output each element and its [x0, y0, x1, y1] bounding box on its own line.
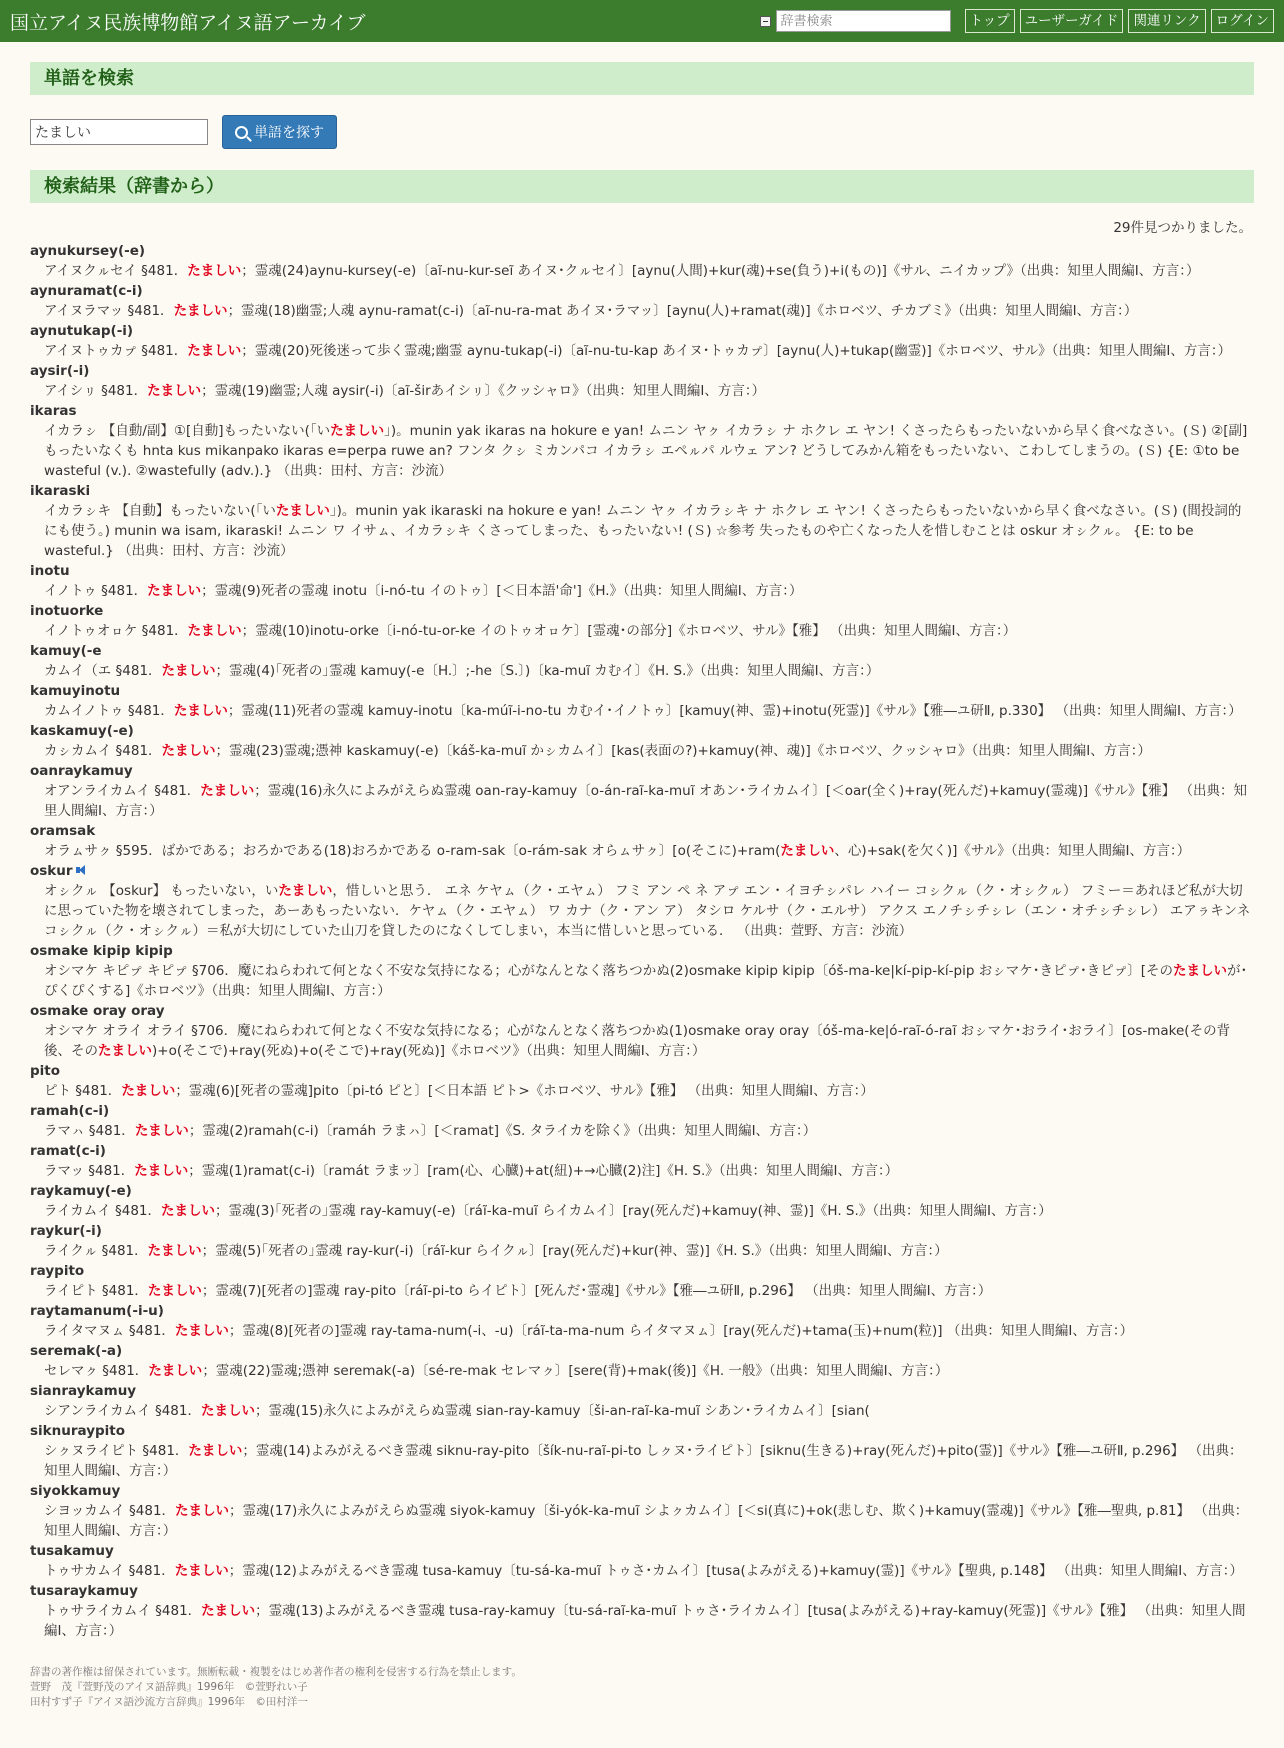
entry-definition: [30, 381, 1254, 401]
result-entry: [30, 401, 1254, 481]
result-entry: [30, 1221, 1254, 1261]
magnifier-icon: [235, 126, 248, 139]
entry-definition: [30, 881, 1254, 941]
definition-text: ；霊魂(22)霊魂;憑神 seremak(-a)〔sé-re-mak セレマㇰ〕[sere(背)+mak(後)]《H. 一般》（出典：知里人間編I、方言：）: [202, 1363, 949, 1379]
entry-headword-text: oskur: [30, 863, 73, 879]
definition-text: ライクㇽ §481．: [44, 1243, 148, 1259]
main-content: [0, 62, 1284, 1710]
entry-headword-text: siknuraypito: [30, 1423, 126, 1439]
results-section-heading: 検索結果（辞書から）: [30, 170, 1254, 203]
definition-text: ；霊魂(11)死者の霊魂 kamuy-inotu〔ka-múĩ-i-no-tu カむイ･イノトゥ〕[kamuy(神、霊)+inotu(死霊)]《サル》【雅―ユ研Ⅱ, p.330】 （出典：知里人間編I、方言：）: [227, 703, 1242, 719]
definition-text: カㇱカムイ §481．: [44, 743, 162, 759]
entry-headword: [30, 1541, 1254, 1561]
search-term-highlight: たましい: [161, 1203, 215, 1219]
entry-headword-text: tusaraykamuy: [30, 1583, 138, 1599]
definition-text: ；霊魂(4)｢死者の｣霊魂 kamuy(-e〔H.〕;-he〔S.〕)〔ka-muĩ カむイ〕《H. S.》（出典：知里人間編I、方言：）: [215, 663, 880, 679]
definition-text: イカラㇱキ 【自動】もったいない(｢い: [44, 503, 276, 519]
result-entry: [30, 1181, 1254, 1221]
search-term-highlight: たましい: [174, 1563, 229, 1579]
entry-headword: [30, 601, 1254, 621]
nav-user-guide-button[interactable]: ユーザーガイド: [1020, 9, 1124, 33]
entry-headword: [30, 641, 1254, 661]
definition-text: ；霊魂(12)よみがえるべき霊魂 tusa-kamuy〔tu-sá-ka-muĩ トゥさ･カムイ〕[tusa(よみがえる)+kamuy(霊)]《サル》【聖典, p.148】 （出典：知里人間編I、方言：）: [228, 1563, 1243, 1579]
definition-text: ラマッ §481．: [44, 1163, 135, 1179]
entry-headword: [30, 1381, 1254, 1401]
definition-text: ；霊魂(23)霊魂;憑神 kaskamuy(-e)〔káš-ka-muĩ かㇱカムイ〕[kas(表面の?)+kamuy(神、魂)]《ホロベツ、クッシャロ》（出典：知里人間編I、方言：）: [215, 743, 1151, 759]
entry-headword: [30, 861, 1254, 881]
result-entry: [30, 641, 1254, 681]
definition-text: トゥサライカムイ §481．: [44, 1603, 202, 1619]
definition-text: シヨッカムイ §481．: [44, 1503, 176, 1519]
definition-text: ；霊魂(8)[死者の]霊魂 ray-tama-num(-i、-u)〔ráĩ-ta-ma-num らイタマヌㇺ〕[ray(死んだ)+tama(玉)+num(粒)] （出典：知里人間編I、方言：）: [228, 1323, 1134, 1339]
entry-headword: [30, 941, 1254, 961]
definition-text: トゥサカムイ §481．: [44, 1563, 175, 1579]
entry-headword-text: kamuy(-e: [30, 643, 102, 659]
nav-top-button[interactable]: トップ: [965, 9, 1015, 33]
search-term-highlight: たましい: [98, 1043, 152, 1059]
entry-headword: [30, 321, 1254, 341]
entry-headword-text: kamuyinotu: [30, 683, 121, 699]
result-entry: [30, 761, 1254, 821]
entry-headword: [30, 1341, 1254, 1361]
top-bar: [0, 0, 1284, 42]
entry-headword-text: ramat(c-i): [30, 1143, 106, 1159]
definition-text: ；霊魂(1)ramat(c-i)〔ramát ラまッ〕[ram(心、心臓)+at(紐)+→心臓(2)注]《H. S.》（出典：知里人間編I、方言：）: [188, 1163, 899, 1179]
definition-text: オラㇺサㇰ §595．ばかである；おろかである(18)おろかである o-ram-sak〔o-rám-sak オらㇺサㇰ〕[o(そこに)+ram(: [44, 843, 781, 859]
entry-headword: [30, 721, 1254, 741]
entry-headword: [30, 281, 1254, 301]
entry-definition: [30, 1121, 1254, 1141]
entry-headword: [30, 1141, 1254, 1161]
word-search-input[interactable]: [30, 119, 208, 145]
search-term-highlight: たましい: [147, 1243, 202, 1259]
entry-headword: [30, 241, 1254, 261]
definition-text: アイシㇼ §481．: [44, 383, 148, 399]
result-count: 29件見つかりました。: [1113, 220, 1252, 236]
search-term-highlight: たましい: [200, 1403, 255, 1419]
search-term-highlight: たましい: [173, 703, 228, 719]
definition-text: オシマケ オライ オライ §706．魔にねらわれて何となく不安な気持になる；心がなんとなく落ちつかぬ(1)osmake oray oray〔óš-ma-ke|ó-raĩ-ó-raĩ おㇱマケ･おライ･おライ〕[os-make(その背後、その: [44, 1023, 1231, 1059]
entry-headword-text: aynutukap(-i): [30, 323, 134, 339]
entry-headword-text: kaskamuy(-e): [30, 723, 134, 739]
result-entry: [30, 1381, 1254, 1421]
definition-text: ；霊魂(6)[死者の霊魂]pito〔pi-tó ピと〕[＜日本語 ピト>《ホロベツ、サル》【雅】 （出典：知里人間編I、方言：）: [175, 1083, 874, 1099]
definition-text: ピト §481．: [44, 1083, 122, 1099]
search-term-highlight: たましい: [187, 623, 242, 639]
definition-text: ライカムイ §481．: [44, 1203, 161, 1219]
result-entry: [30, 1001, 1254, 1061]
definition-text: イノトゥオㇿケ §481．: [44, 623, 188, 639]
result-entry: [30, 941, 1254, 1001]
definition-text: ；霊魂(2)ramah(c-i)〔ramáh ラまㇵ〕[＜ramat]《S. タライカを除く》（出典：知里人間編I、方言：）: [188, 1123, 817, 1139]
search-term-highlight: たましい: [147, 1283, 202, 1299]
result-entry: [30, 1261, 1254, 1301]
definition-text: アイヌクㇽセイ §481．: [44, 263, 188, 279]
entry-headword-text: oramsak: [30, 823, 96, 839]
dictionary-search-input[interactable]: [776, 10, 951, 32]
result-entry: [30, 1541, 1254, 1581]
entry-headword-text: inotu: [30, 563, 70, 579]
entry-definition: [30, 1501, 1254, 1541]
entry-headword: [30, 1061, 1254, 1081]
entry-definition: [30, 1321, 1254, 1341]
result-entry: [30, 861, 1254, 941]
definition-text: ；霊魂(15)永久によみがえらぬ霊魂 sian-ray-kamuy〔ši-an-raĩ-ka-muĩ シあン･ライカムイ〕[sian(: [254, 1403, 870, 1419]
search-term-highlight: たましい: [330, 423, 385, 439]
search-section-heading: 単語を検索: [30, 62, 1254, 95]
entry-definition: [30, 421, 1254, 481]
entry-headword-text: aynukursey(-e): [30, 243, 146, 259]
result-entry: [30, 681, 1254, 721]
definition-text: ；霊魂(10)inotu-orke〔i-nó-tu-or-ke イのトゥオㇿケ〕[霊魂･の部分]《ホロベツ、サル》【雅】 （出典：知里人間編I、方言：）: [241, 623, 1017, 639]
definition-text: オシマケ キピㇷ゚ キピㇷ゚ §706．魔にねらわれて何となく不安な気持になる；心がなんとなく落ちつかぬ(2)osmake kipip kipip〔óš-ma-ke|kí-pip-kí-pip おㇱマケ･きピㇷ゚･きピㇷ゚〕[その: [44, 963, 1173, 979]
nav-login-button[interactable]: ログイン: [1211, 9, 1274, 33]
entry-headword: [30, 1101, 1254, 1121]
entry-headword: [30, 1221, 1254, 1241]
entry-headword: [30, 361, 1254, 381]
speaker-icon[interactable]: [76, 865, 89, 875]
definition-text: が･ぴくぴくする]《ホロベツ》（出典：知里人間編I、方言：）: [44, 963, 1248, 999]
definition-text: ；霊魂(24)aynu-kursey(-e)〔aĩ-nu-kur-seĩ あイヌ･クㇽセイ〕[aynu(人間)+kur(魂)+se(負う)+i(もの)]《サル、ニイカップ》（出典：知里人間編I、方言：）: [241, 263, 1200, 279]
result-entry: [30, 1421, 1254, 1481]
entry-headword: [30, 821, 1254, 841]
definition-text: ；霊魂(19)幽霊;人魂 aysir(-i)〔aĩ-širあイシㇼ〕《クッシャロ》（出典：知里人間編I、方言：）: [201, 383, 766, 399]
entry-definition: [30, 581, 1254, 601]
entry-definition: [30, 1081, 1254, 1101]
footer-copyright-notice: 辞書の著作権は留保されています。無断転載・複製をはじめ著作者の権利を侵害する行為を禁止します。: [30, 1666, 522, 1678]
search-term-highlight: たましい: [173, 303, 228, 319]
search-term-highlight: たましい: [187, 343, 242, 359]
search-term-highlight: たましい: [148, 1363, 203, 1379]
entry-definition: [30, 1161, 1254, 1181]
entry-headword-text: sianraykamuy: [30, 1383, 137, 1399]
search-term-highlight: たましい: [174, 1323, 229, 1339]
entry-headword: [30, 1301, 1254, 1321]
entry-definition: [30, 341, 1254, 361]
search-term-highlight: たましい: [161, 663, 216, 679]
definition-text: ；霊魂(13)よみがえるべき霊魂 tusa-ray-kamuy〔tu-sá-raĩ-ka-muĩ トゥさ･ライカムイ〕[tusa(よみがえる)+ray-kamuy(死霊)]《サル》【雅】 （出典：知里人間編I、方言：）: [44, 1603, 1246, 1639]
definition-text: ；霊魂(7)[死者の]霊魂 ray-pito〔ráĩ-pi-to らイピト〕[死んだ･霊魂]《サル》【雅―ユ研Ⅱ, p.296】 （出典：知里人間編I、方言：）: [201, 1283, 992, 1299]
search-term-highlight: たましい: [275, 503, 330, 519]
definition-text: イカラㇱ 【自動/副】①[自動]もったいない(｢い: [44, 423, 331, 439]
entry-headword-text: raytamanum(-i-u): [30, 1303, 164, 1319]
definition-text: ラマㇵ §481．: [44, 1123, 135, 1139]
entry-definition: [30, 1401, 1254, 1421]
definition-text: アイヌラマッ §481．: [44, 303, 174, 319]
footer-credit-kayano: 萱野 茂『萱野茂のアイヌ語辞典』1996年 ©萱野れい子: [30, 1681, 308, 1693]
entry-headword-text: ramah(c-i): [30, 1103, 110, 1119]
entry-headword-text: siyokkamuy: [30, 1483, 121, 1499]
search-term-highlight: たましい: [147, 383, 202, 399]
entry-definition: [30, 1441, 1254, 1481]
entry-headword-text: osmake oray oray: [30, 1003, 165, 1019]
result-entry: [30, 1481, 1254, 1541]
entry-definition: [30, 701, 1254, 721]
definition-text: オㇱクㇽ 【oskur】 もったいない，い: [44, 883, 279, 899]
search-term-highlight: たましい: [780, 843, 835, 859]
results-list: [30, 241, 1254, 1641]
definition-text: ライピト §481．: [44, 1283, 148, 1299]
entry-headword: [30, 1001, 1254, 1021]
entry-headword-text: osmake kipip kipip: [30, 943, 173, 959]
result-entry: [30, 1581, 1254, 1641]
definition-text: ；霊魂(16)永久によみがえらぬ霊魂 oan-ray-kamuy〔o-án-raĩ-ka-muĩ オあン･ライカムイ〕[＜oar(全く)+ray(死んだ)+kamuy(霊魂)]《サル》【雅】 （出典：知里人間編I、方言：）: [44, 783, 1247, 819]
entry-headword: [30, 1481, 1254, 1501]
result-entry: [30, 1301, 1254, 1341]
entry-headword-text: ikaraski: [30, 483, 91, 499]
search-term-highlight: たましい: [175, 1503, 230, 1519]
site-title[interactable]: 国立アイヌ民族博物館アイヌ語アーカイブ: [10, 11, 366, 34]
entry-headword-text: ikaras: [30, 403, 77, 419]
result-entry: [30, 241, 1254, 281]
definition-text: ライタマヌㇺ §481．: [44, 1323, 175, 1339]
find-word-button[interactable]: [222, 115, 337, 149]
result-entry: [30, 281, 1254, 321]
footer: [30, 1665, 1254, 1710]
result-entry: [30, 321, 1254, 361]
definition-text: ；霊魂(3)｢死者の｣霊魂 ray-kamuy(-e)〔ráĩ-ka-muĩ らイカムイ〕[ray(死んだ)+kamuy(神、霊)]《H. S.》（出典：知里人間編I、方言：）: [215, 1203, 1052, 1219]
search-term-highlight: たましい: [201, 1603, 256, 1619]
entry-headword: [30, 1581, 1254, 1601]
entry-headword-text: seremak(-a): [30, 1343, 123, 1359]
definition-text: ｣)。munin yak ikaraski na hokure e yan! ムニン ヤㇰ イカラㇱキ ナ ホクレ エ ヤン! くさったらもったいないから早く食べなさい。(Ｓ) (間投詞的にも使う。) munin wa isam, ikaraski! ムニン ワ イサㇺ、イカラㇱキ くさってしまった、もったいない! (Ｓ) ☆参考 失ったものや亡くなった人を惜しむことは oskur オㇱクㇽ。 {E: to be wasteful.} （出典：田村、方言：沙流）: [44, 503, 1242, 559]
entry-headword-text: oanraykamuy: [30, 763, 133, 779]
entry-headword: [30, 1421, 1254, 1441]
result-entry: [30, 1061, 1254, 1101]
entry-headword-text: inotuorke: [30, 603, 104, 619]
result-entry: [30, 1141, 1254, 1181]
definition-text: )+o(そこで)+ray(死ぬ)+o(そこで)+ray(死ぬ)]《ホロベツ》（出典：知里人間編I、方言：）: [152, 1043, 706, 1059]
search-term-highlight: たましい: [1172, 963, 1227, 979]
definition-text: シアンライカムイ §481．: [44, 1403, 201, 1419]
entry-headword-text: aynuramat(c-i): [30, 283, 143, 299]
search-term-highlight: たましい: [278, 883, 333, 899]
result-entry: [30, 821, 1254, 861]
entry-definition: [30, 1561, 1254, 1581]
definition-text: ；霊魂(14)よみがえるべき霊魂 siknu-ray-pito〔šík-nu-raĩ-pi-to しㇰヌ･ライピト〕[siknu(生きる)+ray(死んだ)+pito(霊)]《サル》【雅―ユ研Ⅱ, p.296】 （出典：知里人間編I、方言：）: [44, 1443, 1243, 1479]
definition-text: シㇰヌライピト §481．: [44, 1443, 189, 1459]
entry-headword-text: raykur(-i): [30, 1223, 102, 1239]
result-entry: [30, 561, 1254, 601]
nav-related-links-button[interactable]: 関連リンク: [1128, 9, 1205, 33]
entry-headword: [30, 561, 1254, 581]
entry-definition: [30, 1361, 1254, 1381]
entry-definition: [30, 1281, 1254, 1301]
definition-text: 、心)+sak(を欠く)]《サル》（出典：知里人間編I、方言：）: [834, 843, 1191, 859]
entry-headword: [30, 481, 1254, 501]
result-entry: [30, 1341, 1254, 1381]
search-term-highlight: たましい: [121, 1083, 176, 1099]
definition-text: ｣)。munin yak ikaras na hokure e yan! ムニン ヤㇰ イカラㇱ ナ ホクレ エ ヤン! くさったらもったいないから早く食べなさい。(Ｓ) ②[副]もったいなくも hnta kus mikanpako ikaras e=perpa ruwe an? フンタ クㇱ ミカンパコ イカラㇱ エペㇽパ ルウェ アン? どうしてみかん箱をもったいない、こわしてしまうの。(Ｓ) {E: ①to be wasteful (v.). ②wastefully (adv.).} （出典：田村、方言：沙流）: [44, 423, 1248, 479]
search-term-highlight: たましい: [200, 783, 255, 799]
entry-definition: [30, 301, 1254, 321]
definition-text: ；霊魂(20)死後迷って歩く霊魂;幽霊 aynu-tukap(-i)〔aĩ-nu-tu-kap あイヌ･トゥカㇷ゚〕[aynu(人)+tukap(幽霊)]《ホロベツ、サル》（出典：知里人間編I、方言：）: [241, 343, 1232, 359]
entry-headword: [30, 761, 1254, 781]
entry-definition: [30, 1241, 1254, 1261]
entry-definition: [30, 741, 1254, 761]
result-entry: [30, 481, 1254, 561]
entry-headword-text: raypito: [30, 1263, 85, 1279]
find-word-button-label: 単語を探す: [254, 125, 324, 141]
entry-headword: [30, 401, 1254, 421]
definition-text: アイヌトゥカㇷ゚ §481．: [44, 343, 188, 359]
search-term-highlight: たましい: [188, 1443, 243, 1459]
entry-headword: [30, 681, 1254, 701]
entry-definition: [30, 261, 1254, 281]
definition-text: ；霊魂(9)死者の霊魂 inotu〔i-nó-tu イのトゥ〕[＜日本語'命']《H.》（出典：知里人間編I、方言：）: [201, 583, 803, 599]
entry-definition: [30, 841, 1254, 861]
search-term-highlight: たましい: [134, 1123, 189, 1139]
entry-headword-text: tusakamuy: [30, 1543, 114, 1559]
search-row: [30, 115, 1254, 149]
search-term-highlight: たましい: [147, 583, 202, 599]
entry-definition: [30, 501, 1254, 561]
entry-headword-text: raykamuy(-e): [30, 1183, 132, 1199]
search-term-highlight: たましい: [161, 743, 216, 759]
definition-text: イノトゥ §481．: [44, 583, 148, 599]
entry-definition: [30, 1201, 1254, 1221]
search-icon: [760, 16, 771, 27]
footer-credit-tamura: 田村すず子『アイヌ語沙流方言辞典』1996年 ©田村洋一: [30, 1696, 308, 1708]
definition-text: ；霊魂(17)永久によみがえらぬ霊魂 siyok-kamuy〔ši-yók-ka-muĩ シよㇰカムイ〕[＜si(真に)+ok(悲しむ、欺く)+kamuy(霊魂)]《サル》【雅―聖典, p.81】 （出典：知里人間編I、方言：）: [44, 1503, 1249, 1539]
entry-headword: [30, 1261, 1254, 1281]
definition-text: ；霊魂(5)｢死者の｣霊魂 ray-kur(-i)〔ráĩ-kur らイクㇽ〕[ray(死んだ)+kur(神、霊)]《H. S.》（出典：知里人間編I、方言：）: [201, 1243, 948, 1259]
entry-headword: [30, 1181, 1254, 1201]
entry-definition: [30, 1601, 1254, 1641]
definition-text: セレマㇰ §481．: [44, 1363, 149, 1379]
entry-definition: [30, 1021, 1254, 1061]
definition-text: オアンライカムイ §481．: [44, 783, 201, 799]
entry-headword-text: aysir(-i): [30, 363, 90, 379]
entry-definition: [30, 781, 1254, 821]
result-entry: [30, 1101, 1254, 1141]
definition-text: カムイ（エ §481．: [44, 663, 162, 679]
entry-definition: [30, 961, 1254, 1001]
definition-text: ；霊魂(18)幽霊;人魂 aynu-ramat(c-i)〔aĩ-nu-ra-mat あイヌ･ラマッ〕[aynu(人)+ramat(魂)]《ホロベツ、チカブミ》（出典：知里人間編I、方言：）: [227, 303, 1138, 319]
entry-headword-text: pito: [30, 1063, 61, 1079]
result-entry: [30, 361, 1254, 401]
result-entry: [30, 601, 1254, 641]
result-entry: [30, 721, 1254, 761]
search-term-highlight: たましい: [187, 263, 242, 279]
entry-definition: [30, 621, 1254, 641]
entry-definition: [30, 661, 1254, 681]
definition-text: カムイノトゥ §481．: [44, 703, 174, 719]
definition-text: ，惜しいと思う． エネ ケヤㇺ（ク・エヤㇺ） フミ アン ペ ネ アㇷ゚ エン・イヨチㇱパレ ハイー コㇱクㇽ（ク・オㇱクㇽ） フミー＝あれほど私が大切に思っていた物を壊されてしまった，あーあもったいない．ケヤㇺ（ク・エヤㇺ） ワ カナ（ク・アン ア） タシロ ケルサ（ク・エルサ） アクス エノチㇱチㇱレ（エン・オチㇱチㇱレ） エアㇻキンネ コㇱクㇽ（ク・オㇱクㇽ）＝私が大切にしていた山刀を貸したのになくしてしまい，本当に惜しいと思っている． （出典：萱野、方言：沙流）: [44, 883, 1251, 939]
search-term-highlight: たましい: [134, 1163, 189, 1179]
